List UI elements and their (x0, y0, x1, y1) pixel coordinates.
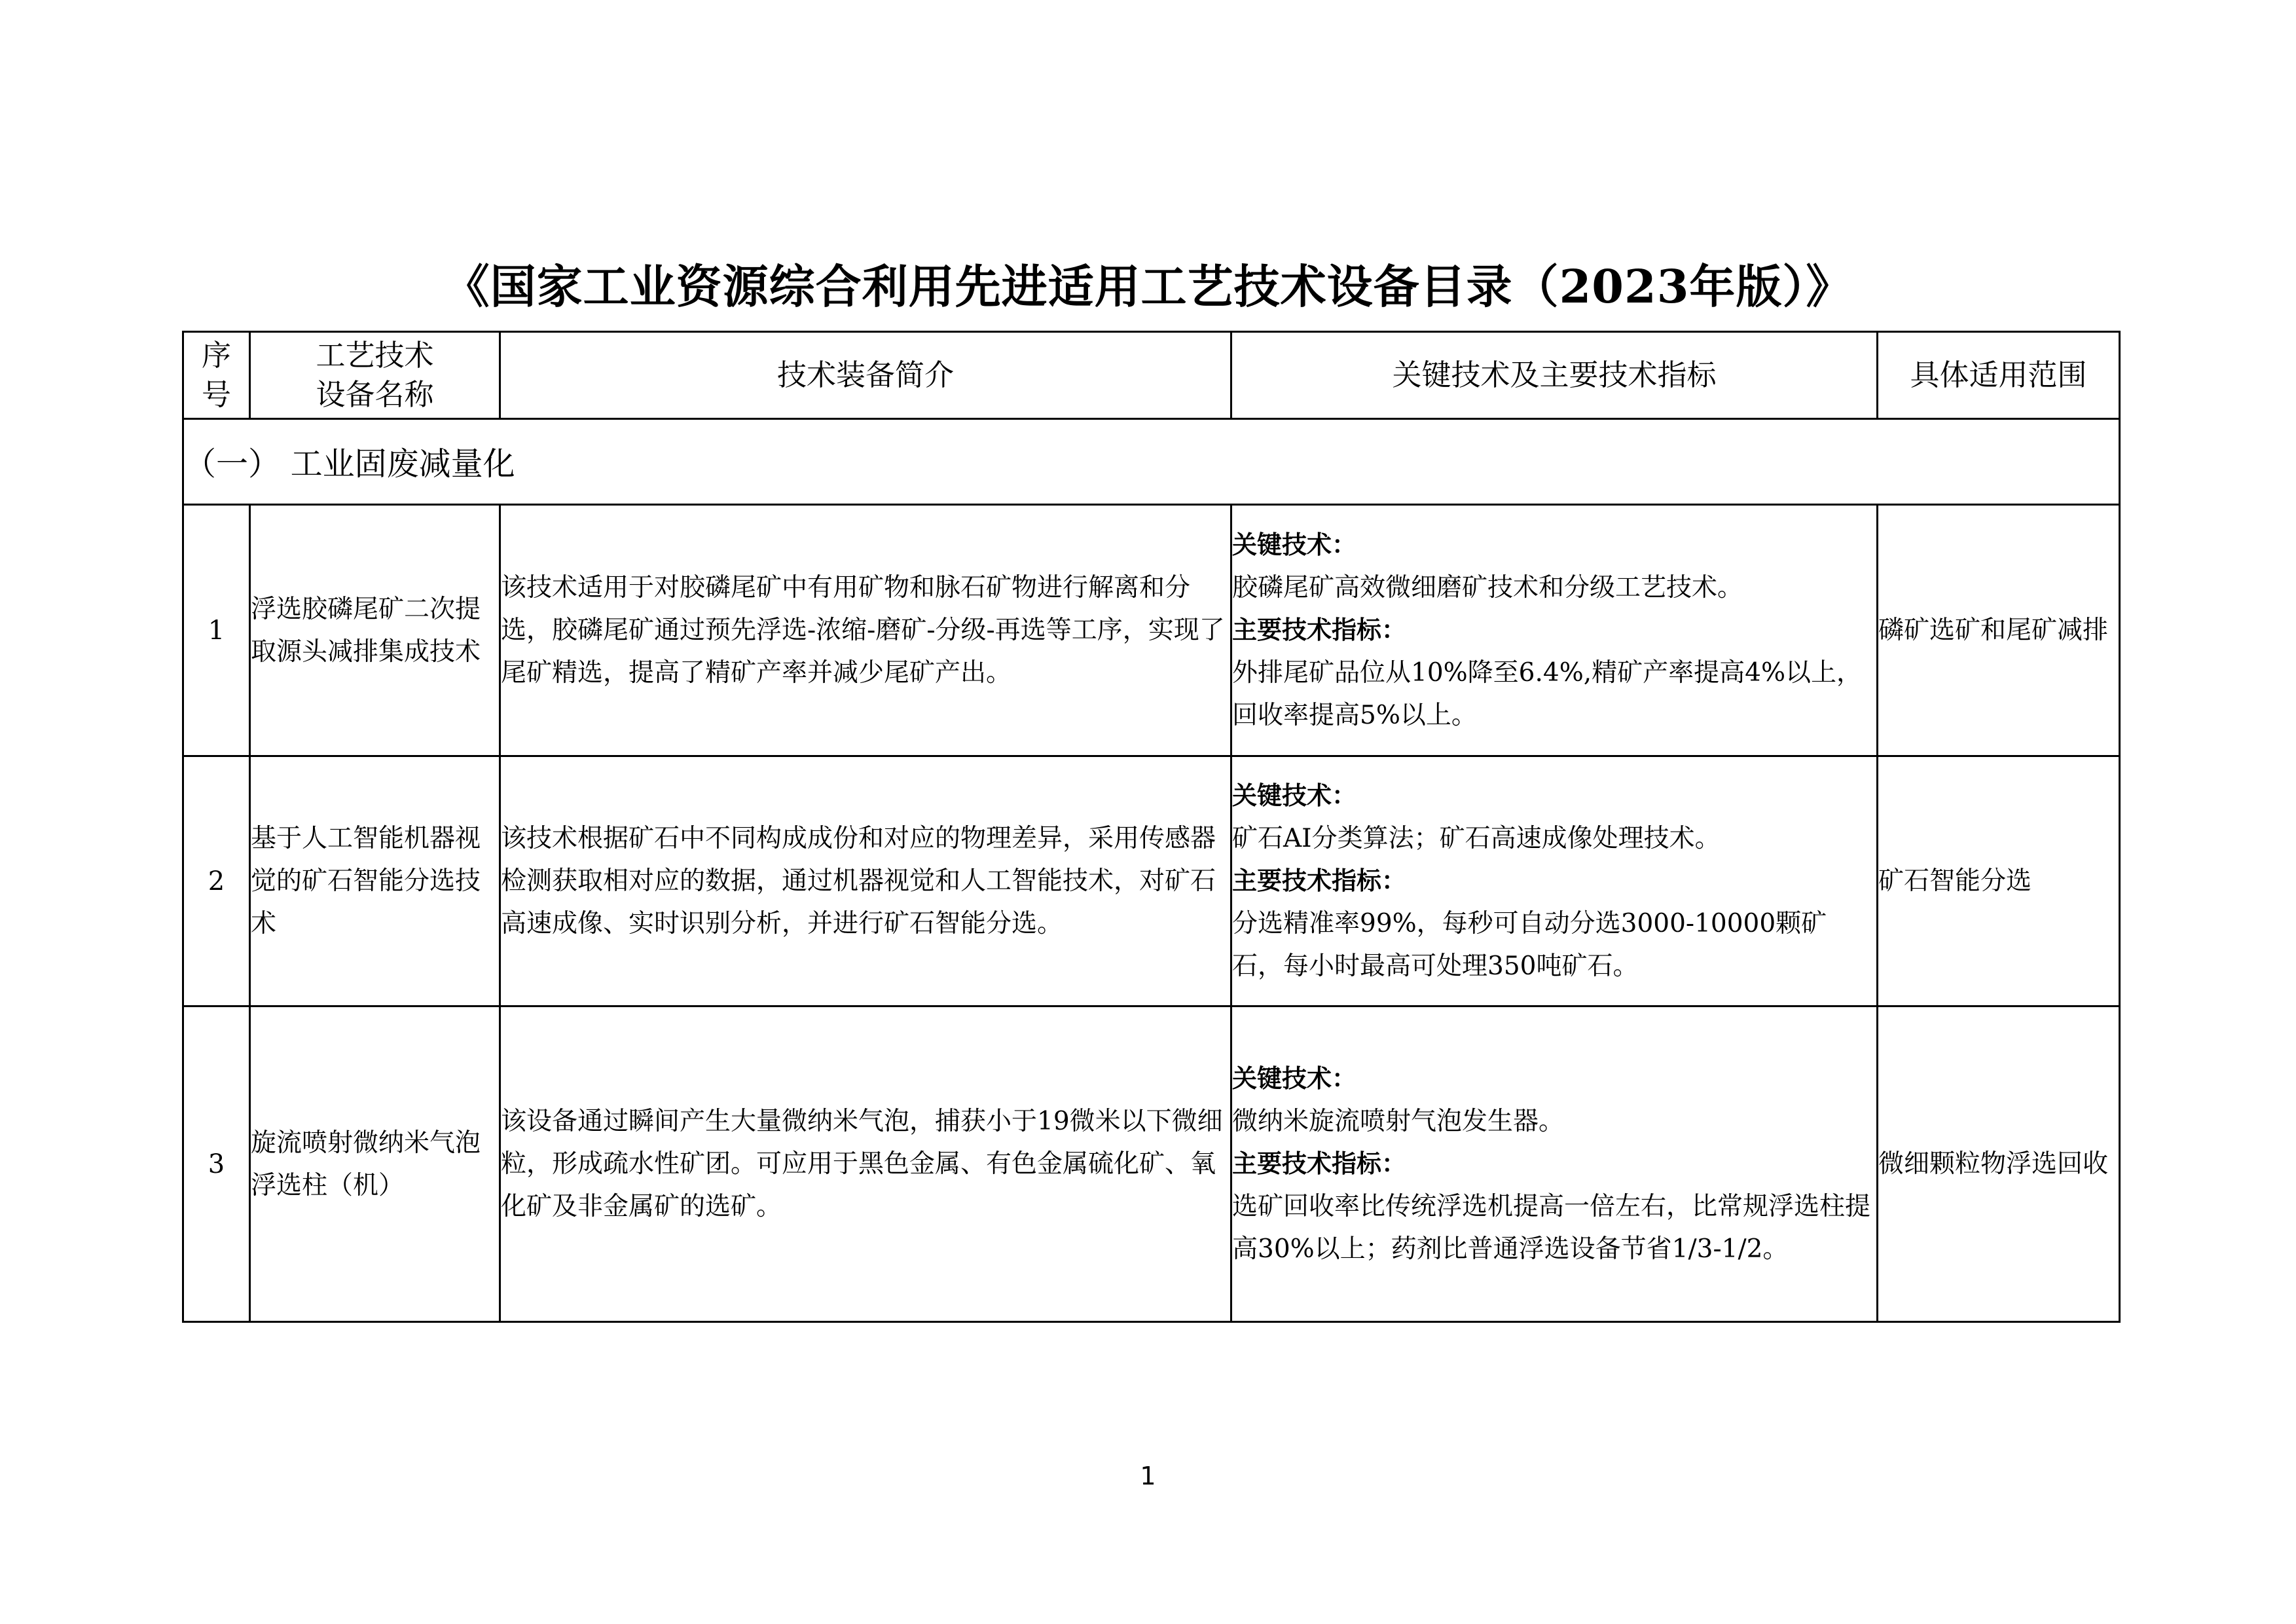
page-title: 《国家工业资源综合利用先进适用工艺技术设备目录（2023年版）》 (443, 259, 1853, 314)
key-tech-label: 关键技术： (1232, 1064, 1357, 1093)
indicator-label: 主要技术指标： (1232, 866, 1407, 895)
category-label: （一） 工业固废减量化 (183, 419, 2120, 505)
row-key-indicators (1231, 756, 1878, 1006)
indicator-label: 主要技术指标： (1232, 1149, 1407, 1178)
key-tech-label: 关键技术： (1232, 530, 1357, 559)
header-key: 关键技术及主要技术指标 (1231, 332, 1878, 419)
row-intro: 该技术适用于对胶磷尾矿中有用矿物和脉石矿物进行解离和分选，胶磷尾矿通过预先浮选-浓缩-磨矿-分级-再选等工序，实现了尾矿精选，提高了精矿产率并减少尾矿产出。 (500, 505, 1231, 756)
indicator-label: 主要技术指标： (1232, 616, 1407, 644)
table-row (183, 756, 2120, 1006)
header-intro: 技术装备简介 (500, 332, 1231, 419)
key-tech-text: 微纳米旋流喷射气泡发生器。 (1232, 1107, 1565, 1136)
table-row (183, 1006, 2120, 1322)
key-tech-label: 关键技术： (1232, 781, 1357, 810)
row-intro: 该技术根据矿石中不同构成成份和对应的物理差异，采用传感器检测获取相对应的数据，通过机器视觉和人工智能技术，对矿石高速成像、实时识别分析，并进行矿石智能分选。 (500, 756, 1231, 1006)
row-intro: 该设备通过瞬间产生大量微纳米气泡，捕获小于19微米以下微细粒，形成疏水性矿团。可应用于黑色金属、有色金属硫化矿、氧化矿及非金属矿的选矿。 (500, 1006, 1231, 1322)
equipment-catalog-table (182, 331, 2121, 1323)
table-row (183, 505, 2120, 756)
row-seq: 1 (183, 505, 250, 756)
row-seq: 3 (183, 1006, 250, 1322)
row-scope: 矿石智能分选 (1878, 756, 2120, 1006)
page-number: 1 (1140, 1462, 1156, 1490)
header-name-line1: 工艺技术 (316, 338, 434, 373)
row-name: 基于人工智能机器视觉的矿石智能分选技术 (250, 756, 500, 1006)
header-seq-line1: 序 (201, 338, 231, 373)
indicator-text: 选矿回收率比传统浮选机提高一倍左右，比常规浮选柱提高30%以上；药剂比普通浮选设备节省1/3-1/2。 (1232, 1192, 1871, 1264)
category-row (183, 419, 2120, 505)
row-seq: 2 (183, 756, 250, 1006)
row-name: 旋流喷射微纳米气泡浮选柱（机） (250, 1006, 500, 1322)
header-scope: 具体适用范围 (1878, 332, 2120, 419)
key-tech-text: 矿石AI分类算法；矿石高速成像处理技术。 (1232, 824, 1721, 853)
indicator-text: 外排尾矿品位从10%降至6.4%,精矿产率提高4%以上，回收率提高5%以上。 (1232, 658, 1863, 730)
row-key-indicators (1231, 1006, 1878, 1322)
table-header-row (183, 332, 2120, 419)
header-seq (183, 332, 250, 419)
row-scope: 磷矿选矿和尾矿减排 (1878, 505, 2120, 756)
indicator-text: 分选精准率99%，每秒可自动分选3000-10000颗矿石，每小时最高可处理350吨矿石。 (1232, 909, 1827, 981)
key-tech-text: 胶磷尾矿高效微细磨矿技术和分级工艺技术。 (1232, 573, 1743, 602)
row-key-indicators (1231, 505, 1878, 756)
header-name-line2: 设备名称 (316, 377, 434, 412)
header-seq-line2: 号 (201, 377, 231, 412)
row-scope: 微细颗粒物浮选回收 (1878, 1006, 2120, 1322)
header-name (250, 332, 500, 419)
row-name: 浮选胶磷尾矿二次提取源头减排集成技术 (250, 505, 500, 756)
